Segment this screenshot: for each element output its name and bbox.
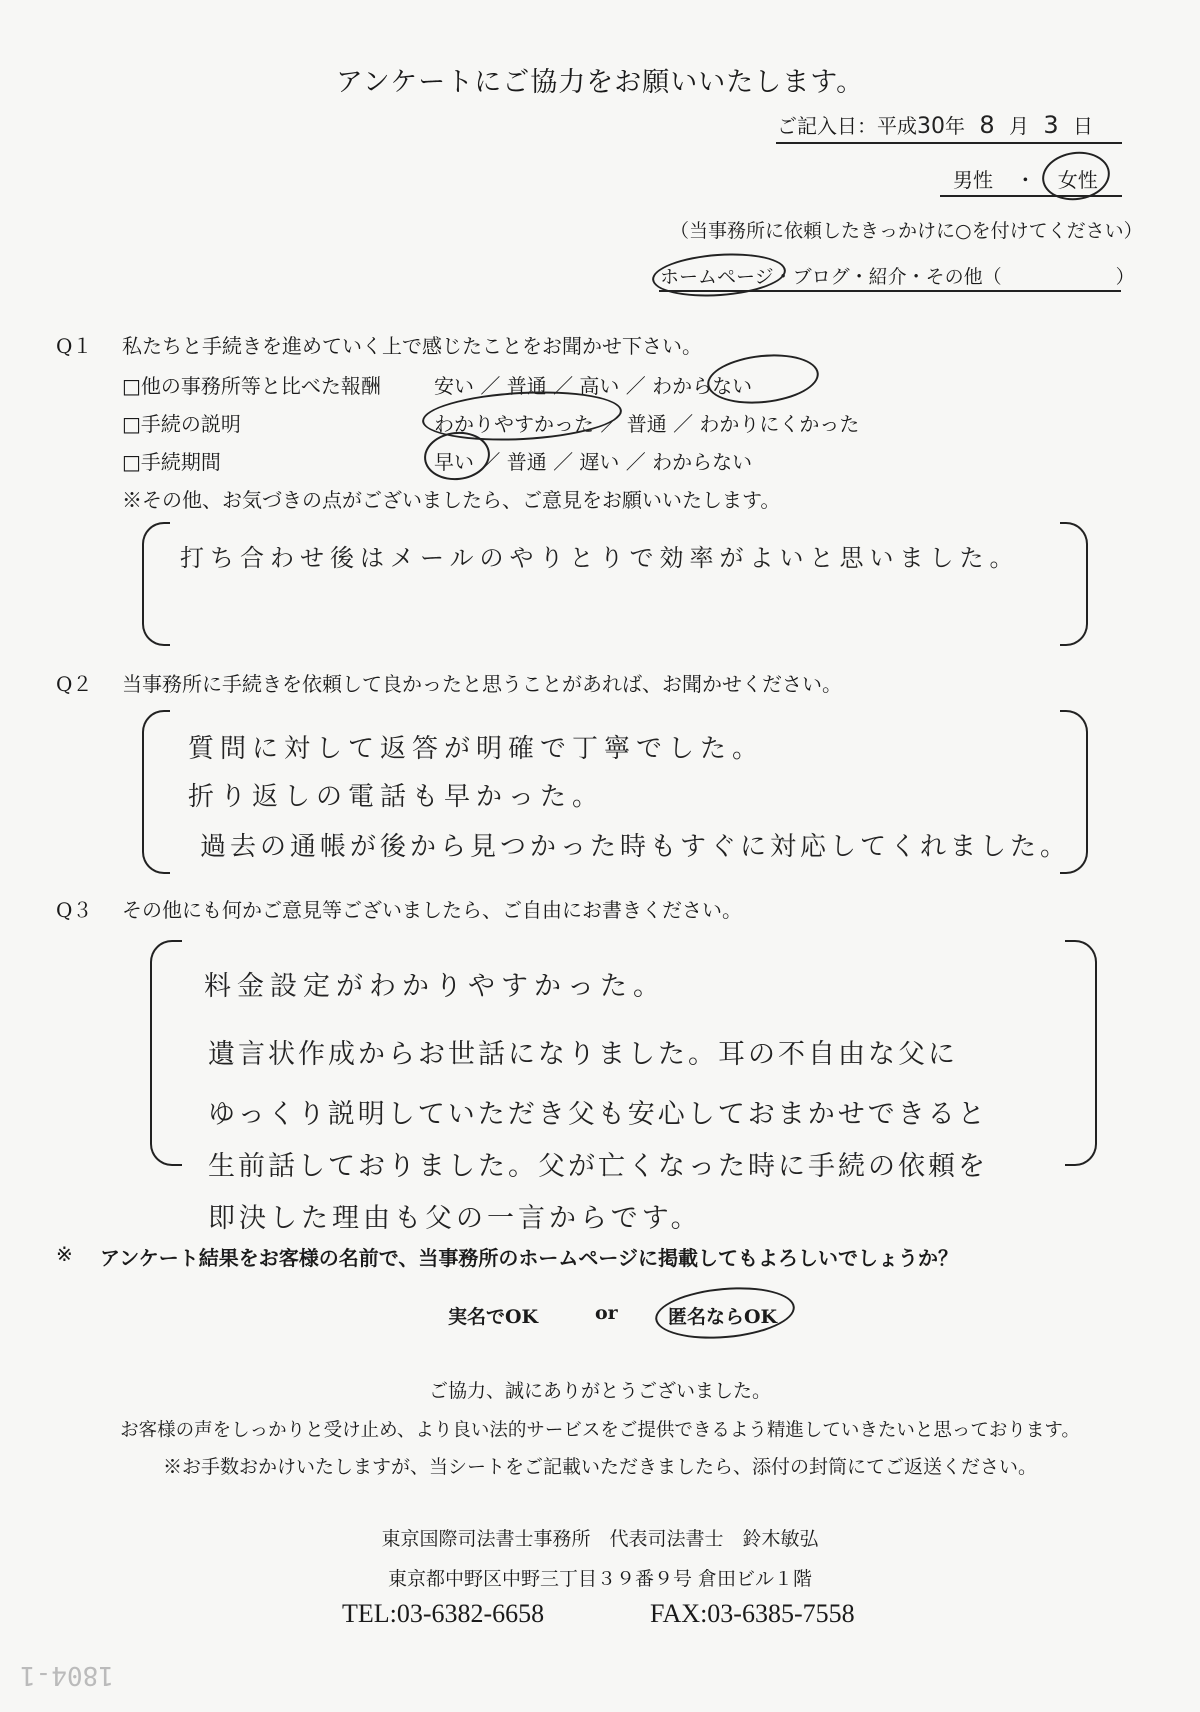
- closing-line-2: お客様の声をしっかりと受け止め、より良い法的サービスをご提供できるよう精進していきたいと思っております。: [120, 1420, 1080, 1441]
- trigger-homepage-circle: [651, 249, 788, 300]
- date-day: 3: [1043, 111, 1059, 139]
- q1-answer-bracket-right: [1060, 522, 1088, 646]
- office-fax: FAX:03-6385-7558: [650, 1599, 855, 1628]
- q3-question: その他にも何かご意見等ございましたら、ご自由にお書きください。: [122, 898, 742, 922]
- publish-option-anonymous: 匿名ならOK: [668, 1306, 778, 1328]
- date-year-label: 年: [945, 114, 965, 138]
- q3-label: Q３: [56, 898, 93, 922]
- q1-item-fee-options: 安い ／ 普通 ／ 高い ／ わからない: [434, 374, 753, 398]
- q2-question: 当事務所に手続きを依頼して良かったと思うことがあれば、お聞かせください。: [122, 672, 842, 696]
- date-year: 30: [917, 114, 945, 139]
- q3-answer-line-5: 即決した理由も父の一言からです。: [208, 1203, 702, 1234]
- publish-or: or: [595, 1302, 618, 1324]
- q1-label: Q１: [56, 334, 93, 358]
- q1-fee-answer-circle: [705, 349, 821, 408]
- gender-underline: [940, 195, 1122, 197]
- survey-title: アンケートにご協力をお願いいたします。: [335, 67, 865, 98]
- publish-option-real-name: 実名でOK: [448, 1306, 539, 1328]
- q2-answer-line-3: 過去の通帳が後から見つかった時もすぐに対応してくれました。: [200, 832, 1071, 862]
- q3-answer-bracket-right: [1065, 940, 1097, 1166]
- q2-answer-bracket-left: [142, 710, 170, 874]
- office-address: 東京都中野区中野三丁目３９番９号 倉田ビル１階: [387, 1568, 813, 1590]
- date-prefix: ご記入日：平成: [777, 114, 917, 138]
- gender-female: 女性: [1057, 168, 1098, 192]
- q1-item-explanation: □手続の説明: [122, 412, 241, 436]
- q3-answer-line-2: 遺言状作成からお世話になりました。耳の不自由な父に: [208, 1039, 958, 1070]
- q1-item-explanation-options: わかりやすかった ／ 普通 ／ わかりにくかった: [434, 412, 860, 436]
- date-line: [777, 110, 1093, 139]
- stamp-number: 1804-1: [20, 1660, 114, 1690]
- trigger-options: ホームページ・ブログ・紹介・その他（ ）: [660, 266, 1135, 288]
- closing-line-3: ※お手数おかけいたしますが、当シートをご記載いただきましたら、添付の封筒にてご返送ください。: [162, 1456, 1037, 1478]
- publish-anonymous-circle: [653, 1282, 797, 1344]
- date-underline: [776, 142, 1122, 144]
- office-tel: TEL:03-6382-6658: [342, 1599, 545, 1628]
- trigger-prompt: （当事務所に依頼したきっかけに○を付けてください）: [670, 220, 1143, 242]
- q2-answer-line-1: 質問に対して返答が明確で丁寧でした。: [188, 734, 765, 764]
- q1-item-period-options: 早い ／ 普通 ／ 遅い ／ わからない: [434, 450, 753, 474]
- date-day-label: 日: [1073, 114, 1093, 138]
- gender-separator: ・: [1015, 168, 1036, 192]
- q2-answer-line-2: 折り返しの電話も早かった。: [188, 782, 605, 812]
- q3-answer-line-1: 料金設定がわかりやすかった。: [204, 971, 666, 1002]
- publish-prompt: アンケート結果をお客様の名前で、当事務所のホームページに掲載してもよろしいでしょうか？: [100, 1246, 958, 1270]
- q1-answer-bracket-left: [142, 522, 170, 646]
- q3-answer-line-3: ゆっくり説明していただき父も安心しておまかせできると: [208, 1099, 988, 1130]
- q3-answer-line-4: 生前話しておりました。父が亡くなった時に手続の依頼を: [208, 1151, 988, 1182]
- office-name: 東京国際司法書士事務所 代表司法書士 鈴木敏弘: [381, 1528, 819, 1550]
- gender-male: 男性: [953, 168, 993, 192]
- q3-answer-bracket-left: [150, 940, 182, 1166]
- date-month-label: 月: [1009, 114, 1029, 138]
- q2-label: Q２: [56, 672, 93, 696]
- q1-question: 私たちと手続きを進めていく上で感じたことをお聞かせ下さい。: [122, 334, 702, 358]
- publish-mark: ※: [56, 1242, 73, 1266]
- q1-item-period: □手続期間: [122, 450, 221, 474]
- q1-answer-line-1: 打ち合わせ後はメールのやりとりで効率がよいと思いました。: [180, 544, 1020, 572]
- date-month: 8: [979, 111, 995, 139]
- q1-other-prompt: ※その他、お気づきの点がございましたら、ご意見をお願いいたします。: [122, 488, 781, 512]
- closing-thanks: ご協力、誠にありがとうございました。: [428, 1380, 771, 1402]
- q1-item-fee: □他の事務所等と比べた報酬: [122, 374, 381, 398]
